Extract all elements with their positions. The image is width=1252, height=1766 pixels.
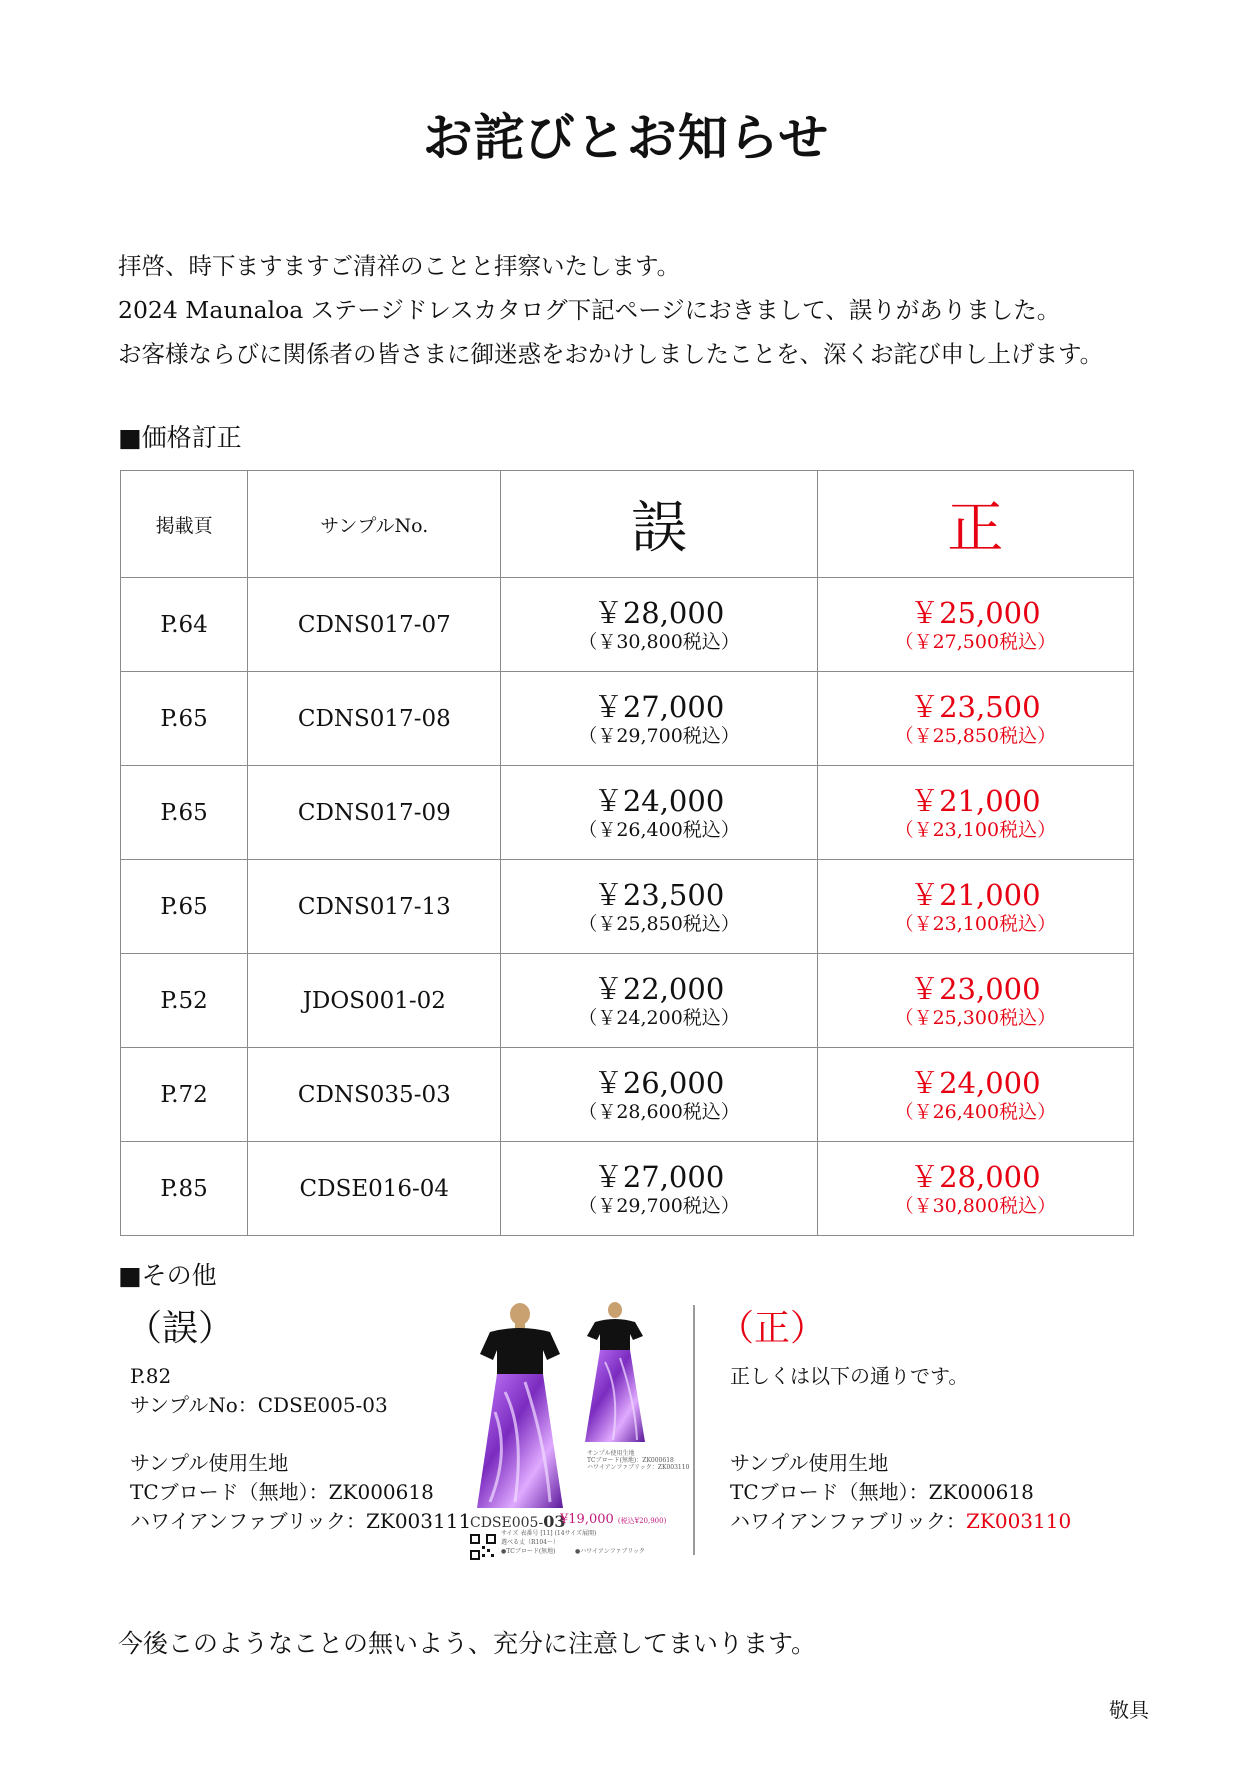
dress-image [465, 1302, 677, 1514]
figure-price [560, 1512, 666, 1527]
correct-price: ￥21,000 [910, 877, 1041, 912]
header-correct: 正 [817, 471, 1133, 578]
other-heading: ■その他 [118, 1261, 217, 1290]
table-row [121, 672, 1134, 766]
cell-correct-price [817, 672, 1133, 766]
correct-price-tax: （￥26,400税込） [894, 1100, 1057, 1123]
cell-sample: CDSE016-04 [248, 1142, 501, 1236]
cell-wrong-price [501, 860, 817, 954]
wrong-price-tax: （￥30,800税込） [578, 630, 740, 653]
cell-sample: CDNS017-08 [248, 672, 501, 766]
wrong-fabric-2: ハワイアンファブリック：ZK003111 [130, 1509, 472, 1533]
wrong-price-tax: （￥24,200税込） [578, 1006, 740, 1029]
figure-size-line: サイズ 表番号 [11] (14サイズ展開) [501, 1530, 597, 1537]
cell-sample: CDNS017-13 [248, 860, 501, 954]
correct-price: ￥23,500 [910, 689, 1041, 724]
figure-note-2: TCブロード(無地)：ZK000618 [587, 1457, 674, 1464]
wrong-price-tax: （￥29,700税込） [578, 1194, 740, 1217]
header-wrong: 誤 [501, 471, 817, 578]
intro-line: 拝啓、時下ますますご清祥のことと拝察いたします。 [118, 252, 681, 280]
wrong-price: ￥24,000 [593, 783, 725, 818]
wrong-label: （誤） [126, 1308, 235, 1349]
wrong-price: ￥27,000 [593, 1159, 725, 1194]
correct-fabric-title: サンプル使用生地 [730, 1451, 889, 1475]
figure-price-tax: (税込¥20,900) [617, 1517, 667, 1525]
cell-correct-price [817, 1048, 1133, 1142]
correct-label: （正） [718, 1308, 827, 1349]
table-row [121, 954, 1134, 1048]
wrong-price-tax: （￥25,850税込） [578, 912, 740, 935]
header-sample: サンプルNo. [248, 471, 501, 578]
table-body [121, 578, 1134, 1236]
table-row [121, 1048, 1134, 1142]
intro-line: お客様ならびに関係者の皆さまに御迷惑をおかけしましたことを、深くお詫び申し上げます。 [118, 340, 1104, 368]
correct-price: ￥25,000 [910, 595, 1041, 630]
correct-note: 正しくは以下の通りです。 [730, 1364, 969, 1388]
figure-price-value: ¥19,000 [560, 1512, 614, 1527]
cell-correct-price [817, 766, 1133, 860]
wrong-price: ￥23,500 [593, 877, 725, 912]
table-header-row [121, 471, 1134, 578]
figure-fabric-line-2: ●ハワイアンファブリック [575, 1548, 646, 1555]
correct-price-tax: （￥27,500税込） [894, 630, 1057, 653]
figure-code [470, 1512, 565, 1531]
table-row [121, 860, 1134, 954]
table-row [121, 766, 1134, 860]
wrong-details [130, 1362, 471, 1536]
figure-fabric-line-1: ●TCブロード(無地) [501, 1548, 556, 1555]
cell-page: P.72 [121, 1048, 248, 1142]
correct-details [730, 1362, 1071, 1536]
cell-correct-price [817, 954, 1133, 1048]
cell-sample: CDNS035-03 [248, 1048, 501, 1142]
cell-wrong-price [501, 672, 817, 766]
cell-wrong-price [501, 1142, 817, 1236]
wrong-sample: サンプルNo：CDSE005-03 [130, 1393, 388, 1417]
cell-page: P.52 [121, 954, 248, 1048]
cell-sample: CDNS017-07 [248, 578, 501, 672]
closing-text: 今後このようなことの無いよう、充分に注意してまいります。 [118, 1629, 817, 1658]
intro-paragraph [118, 244, 1103, 376]
divider [693, 1305, 695, 1555]
wrong-price-tax: （￥29,700税込） [578, 724, 740, 747]
correct-price-tax: （￥23,100税込） [894, 818, 1057, 841]
correct-fabric-1: TCブロード（無地）：ZK000618 [730, 1480, 1034, 1504]
figure-note-1: サンプル使用生地 [587, 1450, 635, 1457]
sign-off: 敬具 [1109, 1698, 1149, 1722]
wrong-fabric-title: サンプル使用生地 [130, 1451, 289, 1475]
catalog-figure [465, 1302, 690, 1564]
cell-sample: JDOS001-02 [248, 954, 501, 1048]
cell-wrong-price [501, 954, 817, 1048]
table-row [121, 578, 1134, 672]
price-correction-heading: ■価格訂正 [118, 423, 242, 452]
cell-wrong-price [501, 1048, 817, 1142]
cell-correct-price [817, 1142, 1133, 1236]
correct-price-tax: （￥23,100税込） [894, 912, 1057, 935]
wrong-price-tax: （￥26,400税込） [578, 818, 740, 841]
intro-line: 2024 Maunaloa ステージドレスカタログ下記ページにおきまして、誤りがありました。 [118, 296, 1061, 324]
figure-note-3: ハワイアンファブリック：ZK003110 [587, 1464, 690, 1471]
correct-price: ￥21,000 [910, 783, 1041, 818]
figure-code-prefix: CDSE005- [470, 1515, 544, 1531]
wrong-fabric-1: TCブロード（無地）：ZK000618 [130, 1480, 434, 1504]
table-row [121, 1142, 1134, 1236]
cell-correct-price [817, 860, 1133, 954]
cell-wrong-price [501, 766, 817, 860]
wrong-price: ￥22,000 [593, 971, 725, 1006]
wrong-price-tax: （￥28,600税込） [578, 1100, 740, 1123]
cell-page: P.64 [121, 578, 248, 672]
page-title: お詫びとお知らせ [422, 108, 830, 167]
correct-fabric-2-prefix: ハワイアンファブリック： [730, 1509, 966, 1533]
correct-price-tax: （￥30,800税込） [894, 1194, 1057, 1217]
correct-fabric-2-code: ZK003110 [966, 1509, 1072, 1533]
wrong-page: P.82 [130, 1364, 172, 1388]
price-correction-table [120, 470, 1134, 1236]
figure-code-suffix: 03 [543, 1512, 566, 1531]
cell-correct-price [817, 578, 1133, 672]
cell-page: P.65 [121, 766, 248, 860]
cell-wrong-price [501, 578, 817, 672]
correct-price: ￥28,000 [910, 1159, 1041, 1194]
wrong-price: ￥26,000 [593, 1065, 725, 1100]
correct-price-tax: （￥25,300税込） [894, 1006, 1057, 1029]
correct-fabric-2 [730, 1507, 1071, 1536]
correct-price-tax: （￥25,850税込） [894, 724, 1057, 747]
cell-sample: CDNS017-09 [248, 766, 501, 860]
cell-page: P.65 [121, 672, 248, 766]
qr-code-icon [470, 1534, 496, 1560]
wrong-price: ￥28,000 [593, 595, 725, 630]
correct-price: ￥24,000 [910, 1065, 1041, 1100]
cell-page: P.85 [121, 1142, 248, 1236]
cell-page: P.65 [121, 860, 248, 954]
figure-option-line: 選べる丈（R104〜） [501, 1539, 559, 1546]
correct-price: ￥23,000 [910, 971, 1041, 1006]
wrong-price: ￥27,000 [593, 689, 725, 724]
header-page: 掲載頁 [121, 471, 248, 578]
